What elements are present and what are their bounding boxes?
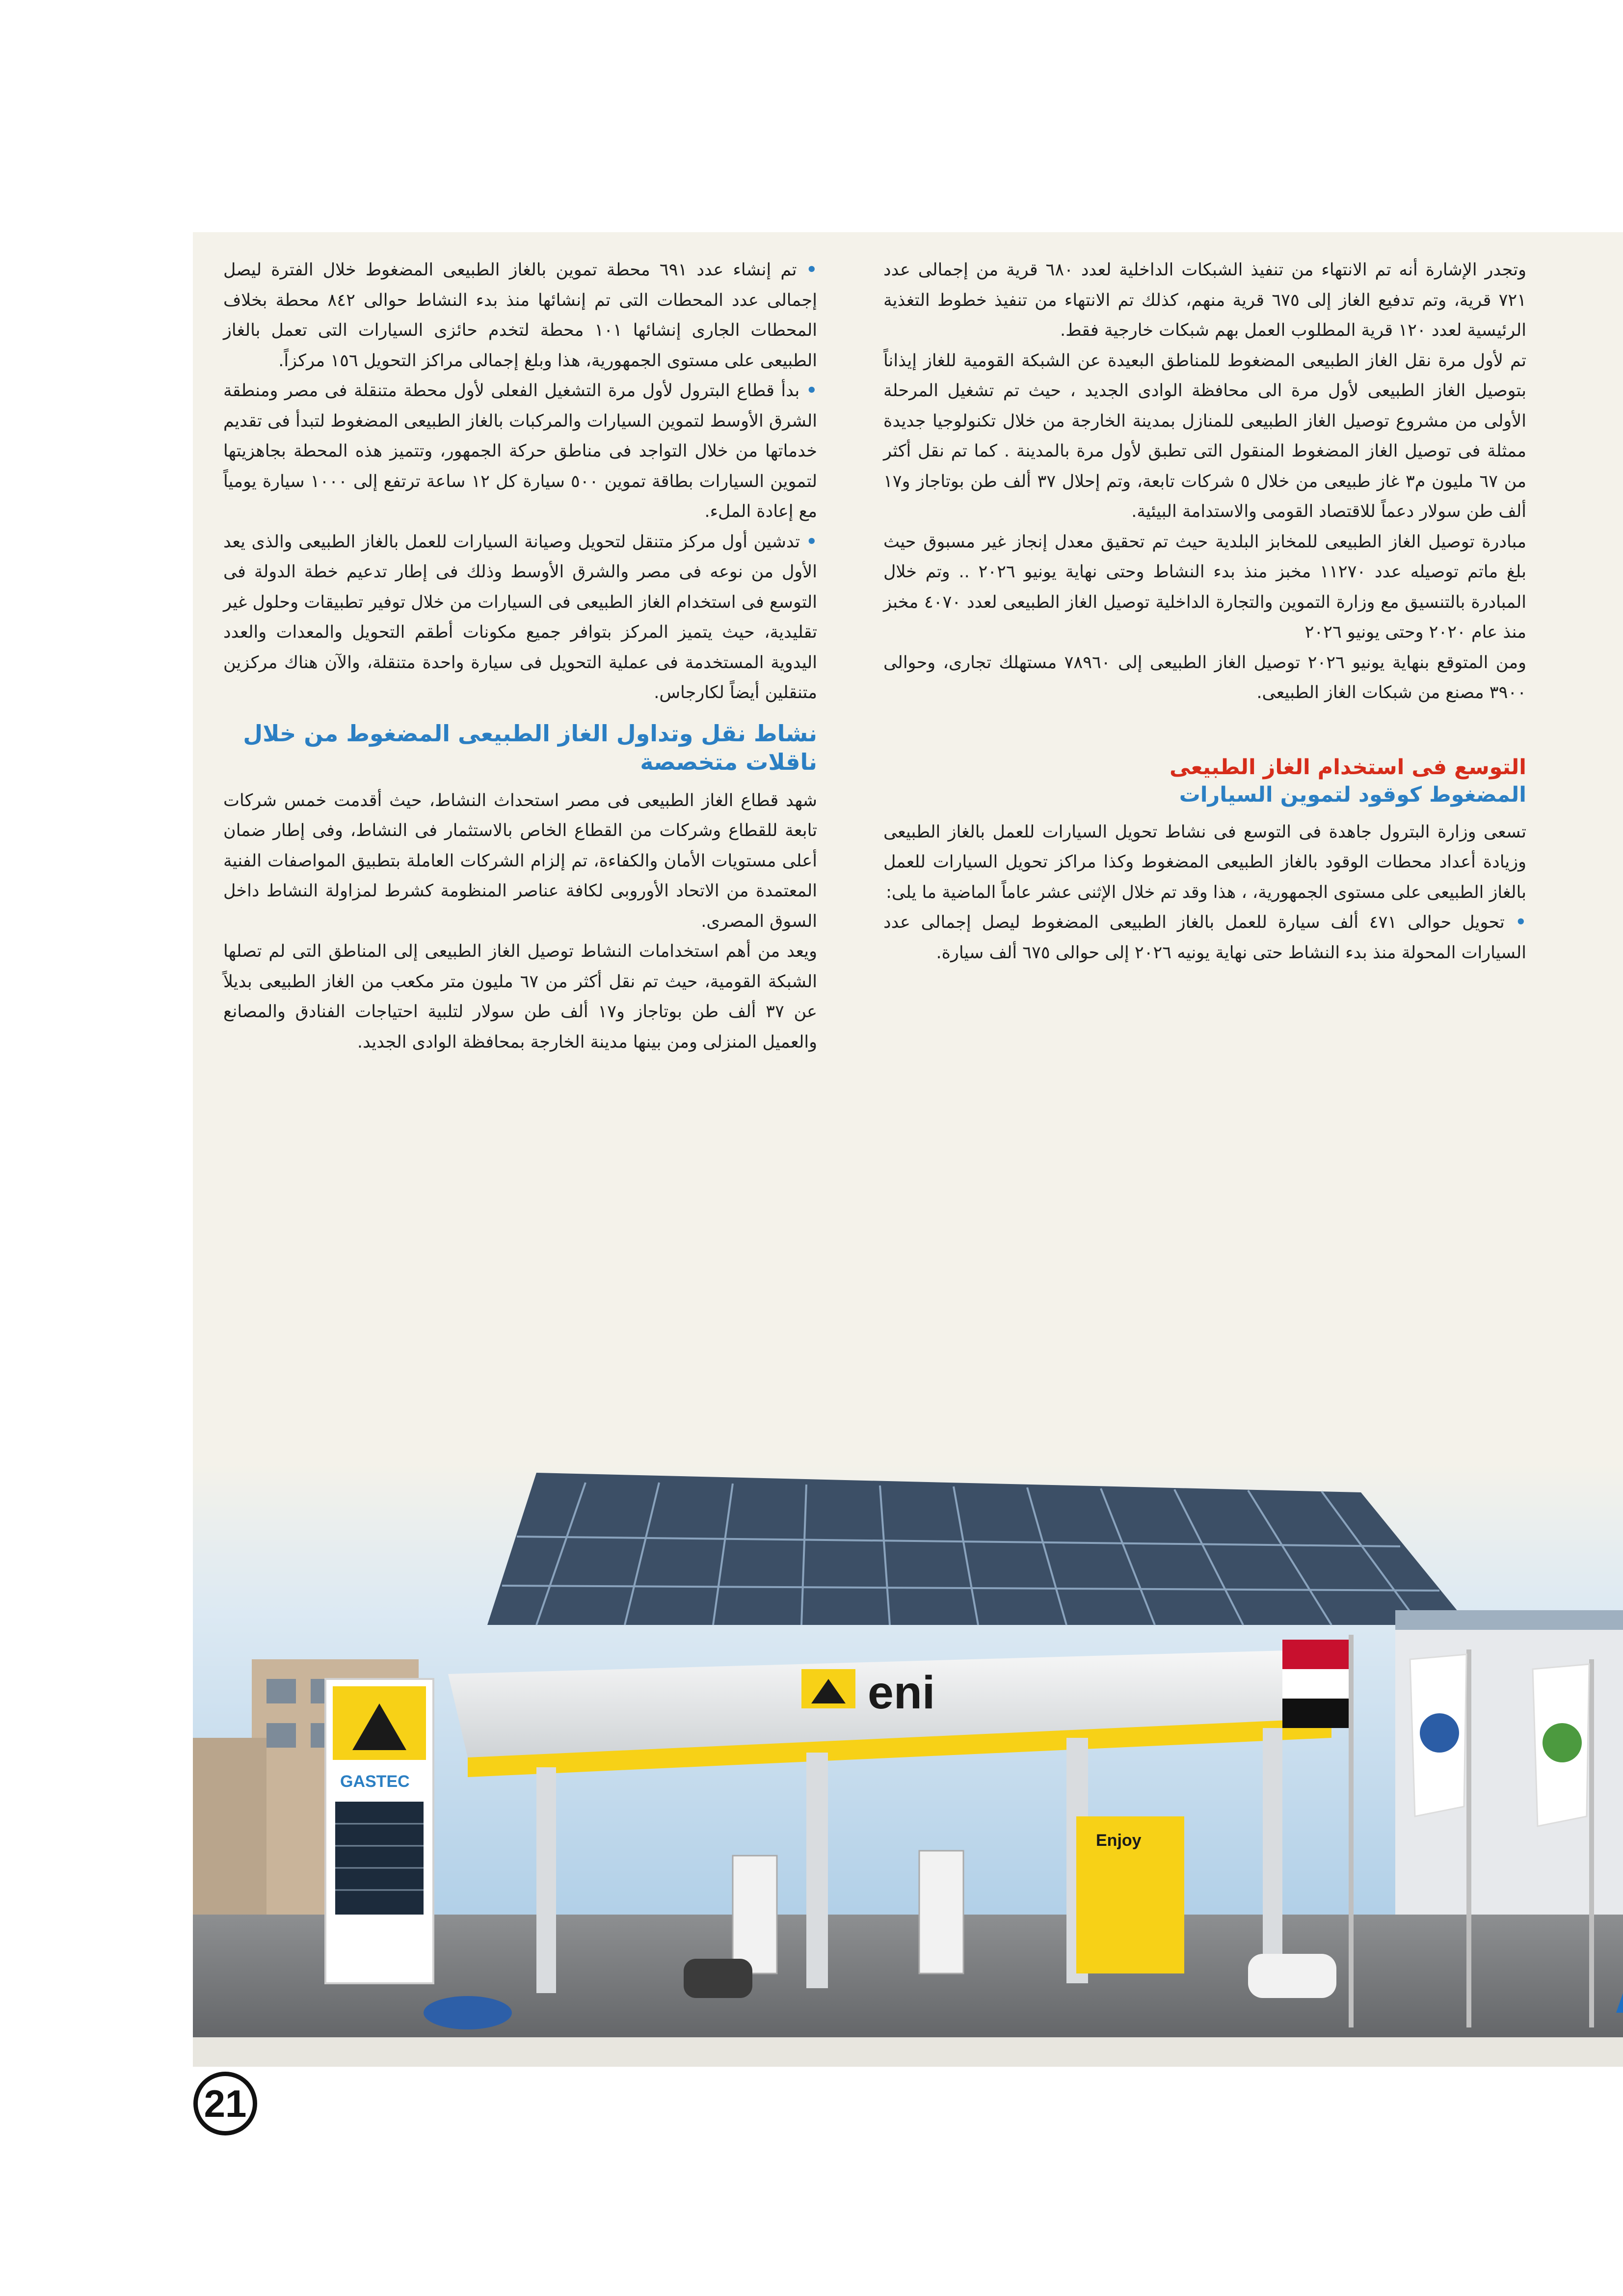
article-column-left xyxy=(223,255,817,1057)
bullet-item: • تم إنشاء عدد ٦٩١ محطة تموين بالغاز الطبيعى المضغوط خلال الفترة ليصل إجمالى عدد المحطات التى تم إنشائها منذ بدء النشاط حوالى ٨٤٢ محطة بخلاف المحطات الجارى إنشائها ١٠١ محطة لتخدم حائزى السيارات التى تعمل بالغاز الطبيعى على مستوى الجمهورية، هذا وبلغ إجمالى مراكز التحويل ١٥٦ مركزاً. xyxy=(223,260,817,371)
paragraph: ومن المتوقع بنهاية يونيو ٢٠٢٦ توصيل الغاز الطبيعى إلى ٧٨٩٦٠ مستهلك تجارى، وحوالى ٣٩٠٠ مصنع من شبكات الغاز الطبيعى. xyxy=(883,652,1527,702)
bullet-icon: • xyxy=(1515,913,1526,932)
section-heading: نشاط نقل وتداول الغاز الطبيعى المضغوط من خلال ناقلات متخصصة xyxy=(243,720,817,775)
paragraph: تم لأول مرة نقل الغاز الطبيعى المضغوط للمناطق البعيدة عن الشبكة القومية للغاز إيذاناً بتوصيل الغاز الطبيعى لأول مرة الى محافظة الوادى الجديد ، حيث تم تشغيل المرحلة الأولى من مشروع توصيل الغاز الطبيعى للمنازل بمدينة الخارجة من خلال تكنولوجيا جديدة ممثلة فى توصيل الغاز المضغوط المنقول التى تطبق لأول مرة بالمدينة . كما تم نقل أكثر من ٦٧ مليون م٣ غاز طبيعى من خلال ٥ شركات تابعة، وتم إحلال ٣٧ ألف طن بوتاجاز و١٧ ألف طن سولار دعماً للاقتصاد القومى والاستدامة البيئية. xyxy=(883,351,1527,521)
section-heading: التوسع فى استخدام الغاز الطبيعى xyxy=(1170,755,1526,780)
paragraph: تسعى وزارة البترول جاهدة فى التوسع فى نشاط تحويل السيارات للعمل بالغاز الطبيعى وزيادة أعداد محطات الوقود بالغاز الطبيعى المضغوط وكذا مراكز تحويل السيارات للعمل بالغاز الطبيعى على مستوى الجمهورية، ، هذا وقد تم خلال الإثنى عشر عاماً الماضية ما يلى: xyxy=(883,822,1526,902)
paragraph: مبادرة توصيل الغاز الطبيعى للمخابز البلدية حيث تم تحقيق معدل إنجاز غير مسبوق حيث بلغ ماتم توصيله عدد ١١٢٧٠ مخبز منذ بدء النشاط وحتى نهاية يونيو ٢٠٢٦ .. وتم خلال المبادرة بالتنسيق مع وزارة التموين والتجارة الداخلية توصيل الغاز الطبيعى لعدد ٤٠٧٠ مخبز منذ عام ٢٠٢٠ وحتى يونيو ٢٠٢٦ xyxy=(883,532,1527,642)
paragraph: شهد قطاع الغاز الطبيعى فى مصر استحداث النشاط، حيث أقدمت خمس شركات تابعة للقطاع وشركات من القطاع الخاص بالاستثمار فى النشاط، وفى إطار ضمان أعلى مستويات الأمان والكفاءة، تم إلزام الشركات العاملة بتطبيق المواصفات الفنية المعتمدة من الاتحاد الأوروبى لكافة عناصر المنظومة كشرط لمزاولة النشاط داخل السوق المصرى. xyxy=(223,790,817,931)
bullet-item: • تحويل حوالى ٤٧١ ألف سيارة للعمل بالغاز الطبيعى المضغوط ليصل إجمالى عدد السيارات المحولة منذ بدء النشاط حتى نهاية يونيه ٢٠٢٦ إلى حوالى ٦٧٥ ألف سيارة. xyxy=(883,913,1526,963)
bullet-icon: • xyxy=(806,381,817,401)
bullet-item: • تدشين أول مركز متنقل لتحويل وصيانة السيارات للعمل بالغاز الطبيعى والذى يعد الأول من نوعه فى مصر والشرق الأوسط وذلك فى إطار تدعيم خطة الدولة فى التوسع فى استخدام الغاز الطبيعى فى السيارات من خلال توفير تطبيقات وحلول غير تقليدية، حيث يتميز المركز بتوافر جميع مكونات أطقم التحويل والمعدات والعدد اليدوية المستخدمة فى عملية التحويل فى سيارة واحدة متنقلة، والآن هناك مركزين متنقلين أيضاً لكارجاس. xyxy=(223,532,817,702)
eni-logo-text: eni xyxy=(868,1667,935,1719)
page-number: 21 xyxy=(193,2072,257,2135)
bullet-icon: • xyxy=(806,260,817,280)
kiosk-sign-text: Enjoy xyxy=(1096,1831,1142,1850)
bullet-icon: • xyxy=(806,532,817,552)
gas-station-photo xyxy=(193,1463,1623,2067)
section-subheading: المضغوط كوقود لتموين السيارات xyxy=(1179,782,1526,807)
paragraph: ويعد من أهم استخدامات النشاط توصيل الغاز الطبيعى إلى المناطق التى لم تصلها الشبكة القومية، حيث تم نقل أكثر من ٦٧ مليون متر مكعب من الغاز الطبيعى بديلاً عن ٣٧ ألف طن بوتاجاز و١٧ ألف طن سولار لتلبية احتياجات الفنادق والمصانع والعميل المنزلى ومن بينها مدينة الخارجة بمحافظة الوادى الجديد. xyxy=(223,942,818,1052)
bullet-item: • بدأ قطاع البترول لأول مرة التشغيل الفعلى لأول محطة متنقلة فى مصر ومنطقة الشرق الأوسط لتموين السيارات والمركبات بالغاز الطبيعى المضغوط لتبدأ فى تقديم خدماتها من خلال التواجد فى مناطق حركة الجمهور، وتتميز هذه المحطة بجاهزيتها لتموين السيارات بطاقة تموين ٥٠٠ سيارة كل ١٢ ساعة ترتفع إلى ١٠٠٠ سيارة يومياً مع إعادة الملء. xyxy=(223,381,817,521)
gastec-sign-text: GASTEC xyxy=(340,1772,410,1791)
paragraph: وتجدر الإشارة أنه تم الانتهاء من تنفيذ الشبكات الداخلية لعدد ٦٨٠ قرية من إجمالى عدد ٧٢١ قرية، وتم تدفيع الغاز إلى ٦٧٥ قرية منهم، كذلك تم الانتهاء من تنفيذ خطوط التغذية الرئيسية لعدد ١٢٠ قرية المطلوب العمل بهم شبكات خارجية فقط. xyxy=(883,260,1526,340)
article-column-right xyxy=(883,255,1526,968)
